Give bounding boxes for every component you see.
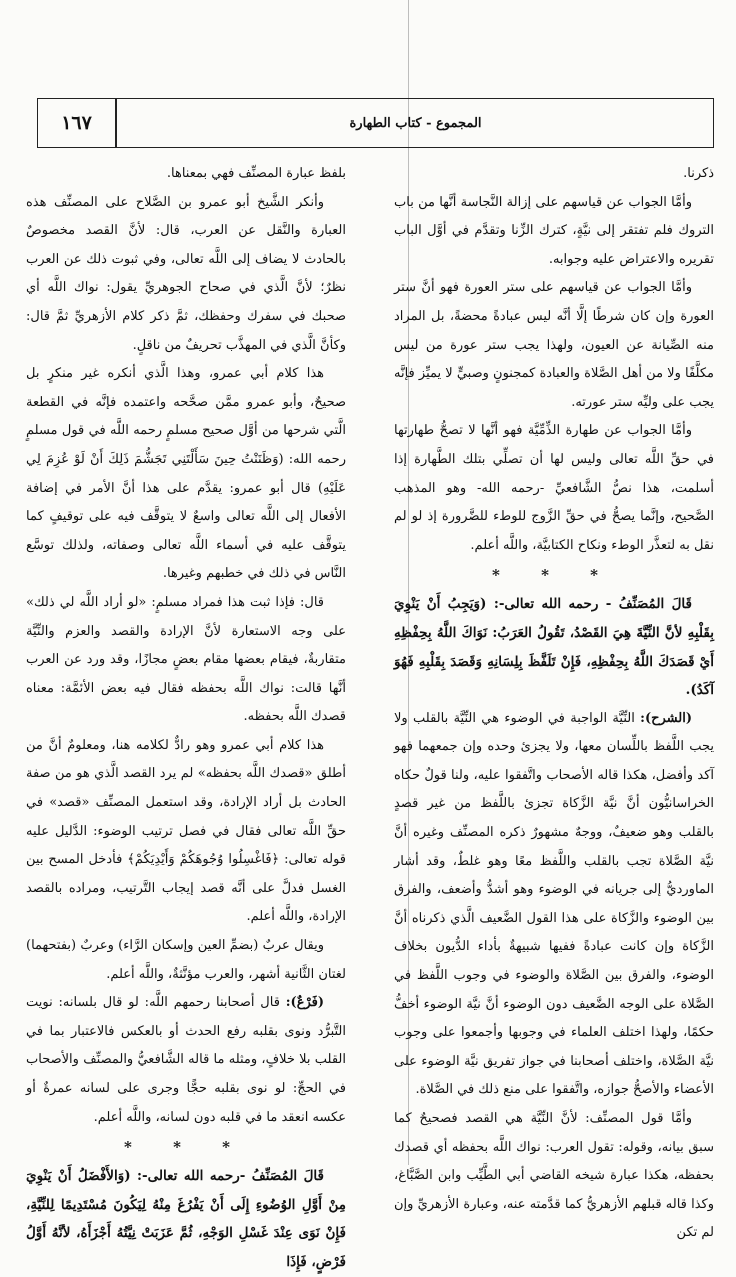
body-paragraph [394,705,714,1105]
page-header [37,98,714,148]
body-paragraph: قال: فإذا ثبت هذا فمراد مسلمٍ: «لو أراد اللَّه لي ذلك» على وجه الاستعارة لأنَّ الإرادة والقصد والعزم والنِّيَّة متقاربةٌ، فيقام بعضها مقام بعضٍ مجازًا، وقد ورد عن العرب أنَّها قالت: نواك اللَّه بحفظه فقال فيه بعض الأئمَّة: معناه قصدك اللَّه بحفظه. [26,594,346,725]
body-paragraph: وأنكر الشَّيخ أبو عمرو بن الصَّلاح على المصنِّف هذه العبارة والنَّقل عن العرب، قال: لأنَّ القصد مخصوصٌ بالحادث لا يضاف إلى اللَّه تعالى، وفي ثبوت ذلك عن العرب نظرٌ؛ لأنَّ الَّذي في صحاح الجوهريِّ يقول: نواك اللَّه أي صحبك في سفرك وحفظك، ثمَّ ذكر كلام الأزهريِّ ثمَّ قال: وكأنَّ الَّذي في المهذَّب تحريفٌ من ناقلٍ. [26,194,346,353]
author-quote-paragraph: قَالَ المُصَنِّفُ - رحمه الله تعالى-: (وَيَجِبُ أَنْ يَنْوِيَ بِقَلْبِهِ لأنَّ النِّيَّةَ هِيَ القَصْدُ، تَقُولُ العَرَبُ: نَوَاكَ اللَّهُ بِحِفْظِهِ أَيْ قَصَدَكَ اللَّهُ بِحِفْظِهِ، فَإِنْ تَلَفَّظَ بِلِسَانِهِ وَقَصَدَ بِقَلْبِهِ فَهُوَ آكَدُ). [394,596,714,699]
body-paragraph: بلفظ عبارة المصنِّف فهي بمعناها. [166,166,346,181]
paragraph-lead-label: (فَرْعٌ): [285,995,324,1011]
header-divider [115,99,117,147]
paragraph-text: النِّيَّة الواجبة في الوضوء هي النِّيَّة بالقلب ولا يجب اللَّفظ باللِّسان معها، ولا يجزئ وحده وإن جمعهما فهو آكد وأفضل، هكذا قاله الأصحاب واتَّفقوا عليه، ولنا قولٌ حكاه الخراسانيُّون أنَّ نيَّة الزَّكاة تجزئ باللَّفظ من غير قصدٍ بالقلب وهو ضعيفٌ، ووجهٌ مشهورٌ ذكره المصنِّف وغيره أنَّ نيَّة الصَّلاة تجب بالقلب واللَّفظ معًا وهو غلطٌ، وقد أشار الماورديُّ إلى جريانه في الوضوء وهو أشدُّ وأضعف، والفرق بين الوضوء والزَّكاة على هذا القول الضَّعيف الَّذي ذكرناه أنَّ الزَّكاة وإن كانت عبادةً ففيها شبيهةٌ بأداء الدُّيون بخلاف الوضوء، والفرق بين الصَّلاة والوضوء في وجوب اللَّفظ في الصَّلاة على الوجه الضَّعيف دون الوضوء أنَّ نيَّة الوضوء أخفُّ حكمًا، ولهذا اختلف العلماء في وجوبها وأجمعوا على وجوب نيَّة الصَّلاة، واختلف أصحابنا في جواز تفريق نيَّة الوضوء على الأعضاء والأصحُّ جوازه، واتَّفقوا على منع ذلك في الصَّلاة. [394,710,714,1098]
running-title: المجموع - كتاب الطهارة [349,115,482,131]
page-number: ١٦٧ [61,112,92,134]
paragraph-lead-label: (الشرح): [640,710,692,726]
body-paragraph [26,989,346,1132]
right-text-column [394,160,714,1241]
body-paragraph: وأمَّا الجواب عن طهارة الذِّمِّيَّة فهو أنَّها لا تصحُّ طهارتها في حقِّ اللَّه تعالى وليس لها أن تصلِّي بتلك الطَّهارة إذا أسلمت، هذا نصُّ الشَّافعيِّ -رحمه الله- وهو المذهب الصَّحيح، وإنَّما يصحُّ في حقِّ الزَّوج للوطء للضَّرورة إذ لو لم نقل به لتعذَّر الوطء ونكاح الكتابيَّة، واللَّه أعلم. [394,423,714,553]
author-quote-paragraph: قَالَ المُصَنِّفُ -رحمه الله تعالى-: (وَالأَفْضَلُ أَنْ يَنْوِيَ مِنْ أَوَّلِ الوُضُوءِ إِلَى أَنْ يَفْرُغَ مِنْهُ لِيَكُونَ مُسْتَدِيمًا لِلنِّيَّةِ، فَإِنْ نَوَى عِنْدَ غَسْلِ الوَجْهِ، ثُمَّ عَزَبَتْ نِيَّتُهُ أَجْزَأَهُ، لأنَّهُ أَوَّلُ فَرْضٍ، فَإِذَا [26,1168,346,1270]
body-paragraph: هذا كلام أبي عمرو، وهذا الَّذي أنكره غير منكرٍ بل صحيحٌ، وأبو عمرو ممَّن صحَّحه واعتمده فإنَّه في القطعة الَّتي شرحها من أوَّل صحيح مسلمٍ رحمه اللَّه في قول مسلمٍ رحمه الله: (وَظَنَنْتُ حِينَ سَأَلْتَنِي تَجَشُّمَ ذَلِكَ أَنْ لَوْ عُزِمَ لِي عَلَيْهِ) قال أبو عمرو: يقدَّم على هذا أنَّ الأمر في إضافة الأفعال إلى اللَّه تعالى واسعٌ لا يتوقَّف فيه على توقيفٍ كما يتوقَّف عليه في أسماء اللَّه تعالى وصفاته، ولذلك توسَّع النَّاس في ذلك في خطبهم وغيرها. [26,366,346,582]
body-paragraph: وأمَّا الجواب عن قياسهم على ستر العورة فهو أنَّ ستر العورة وإن كان شرطًا إلَّا أنَّه ليس عبادةً محضةً، بل المراد منه الصِّيانة عن العيون، ولهذا يجب ستر عورة من ليس مكلَّفًا ولا من أهل الصَّلاة والعبادة كمجنونٍ وصبيٍّ لا يميِّز فإنَّه يجب على وليِّه ستر عورته. [394,280,714,410]
section-separator-stars: * * * [124,1138,248,1157]
paragraph-text: قال أصحابنا رحمهم اللَّه: لو قال بلسانه: نويت التَّبرُّد ونوى بقلبه رفع الحدث أو بالعكس فالاعتبار بما في القلب بلا خلافٍ، ومثله ما قاله الشَّافعيُّ والمصنِّف والأصحاب في الحجِّ: لو نوى بقلبه حجًّا وجرى على لسانه عمرةٌ أو عكسه انعقد ما في قلبه دون لسانه، واللَّه أعلم. [26,995,346,1125]
body-paragraph: وأمَّا الجواب عن قياسهم على إزالة النَّجاسة أنَّها من باب التروك فلم تفتقر إلى نيَّةٍ، كترك الزِّنا وتقدَّم في أوَّل الباب تقريره والاعتراض عليه وجوابه. [394,194,714,267]
body-paragraph: ذكرنا. [683,166,714,181]
left-text-column [26,160,346,1270]
body-paragraph: ويقال عربٌ (بضمِّ العين وإسكان الرَّاء) وعربٌ (بفتحهما) لغتان الثَّانية أشهر، والعرب مؤنَّثةٌ، واللَّه أعلم. [26,938,346,982]
body-paragraph: وأمَّا قول المصنِّف: لأنَّ النِّيَّة هي القصد فصحيحٌ كما سبق بيانه، وقوله: تقول العرب: نواك اللَّه بحفظه أي قصدك بحفظه، هكذا عبارة شيخه القاضي أبي الطَّيِّب وابن الصَّبَّاغ، وكذا قاله قبلهم الأزهريُّ كما قدَّمته عنه، وعبارة الأزهريِّ وإن لم تكن [394,1111,714,1241]
section-separator-stars: * * * [492,566,616,585]
body-paragraph: هذا كلام أبي عمرو وهو رادٌّ لكلامه هنا، ومعلومٌ أنَّ من أطلق «قصدك اللَّه بحفظه» لم يرد القصد الَّذي هو من صفة الحادث بل أراد الإرادة، وقد استعمل المصنِّف «قصد» في حقِّ اللَّه تعالى فقال في فصل ترتيب الوضوء: الدَّليل عليه قوله تعالى: ﴿فَاغْسِلُوا وُجُوهَكُمْ وَأَيْدِيَكُمْ﴾ فأدخل المسح بين الغسل فدلَّ على أنَّه قصد إيجاب التَّرتيب، ومراده بالقصد الإرادة، واللَّه أعلم. [26,737,346,925]
